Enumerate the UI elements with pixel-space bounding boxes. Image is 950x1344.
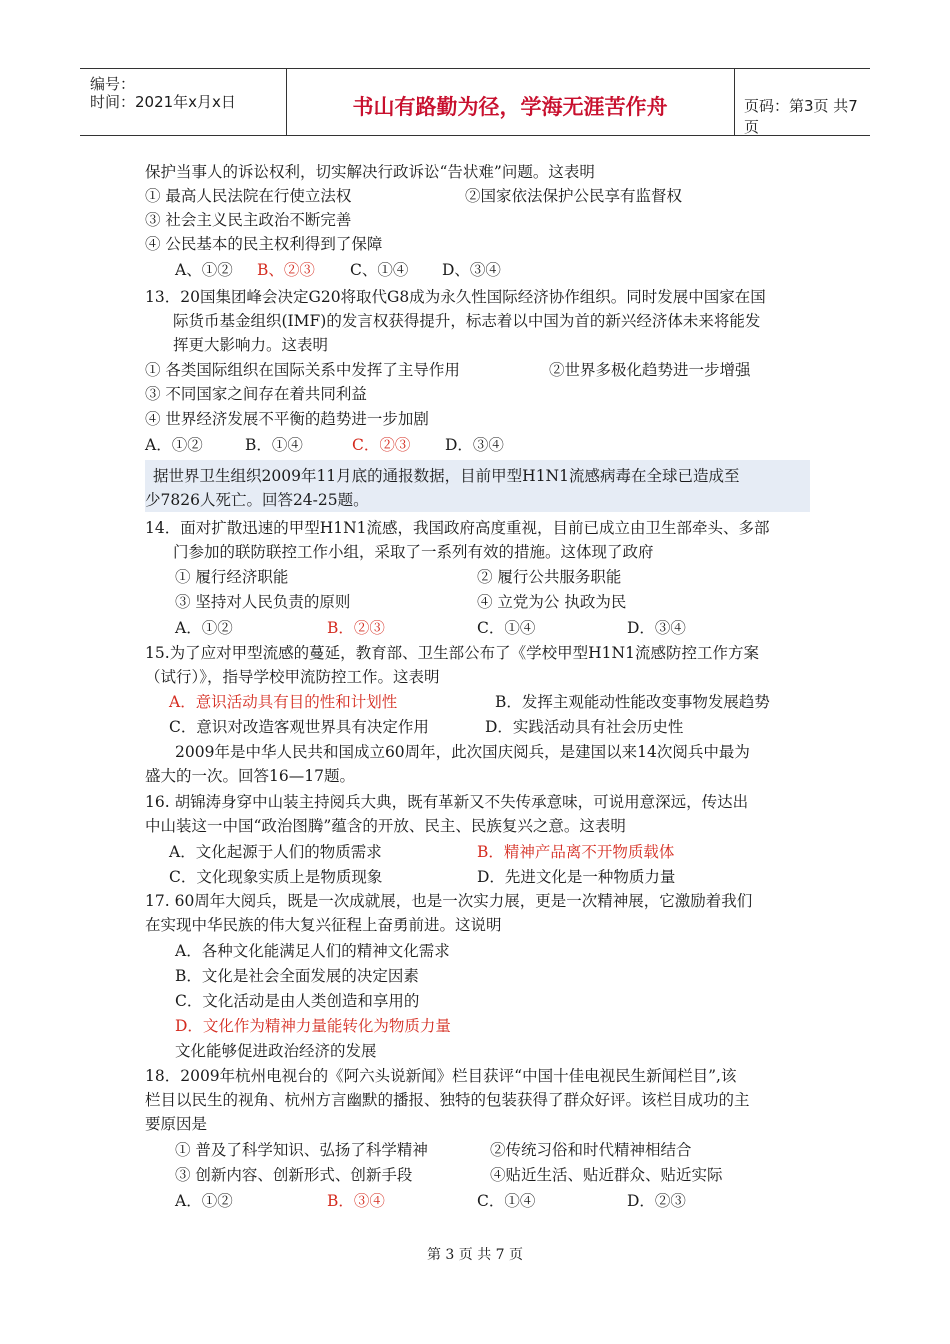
- page-info: 页码：第3页 共7页: [744, 97, 858, 136]
- answer-choice: D、③④: [442, 261, 501, 279]
- answer-choice: C．①④: [477, 1192, 536, 1210]
- q17-option-c: C．文化活动是由人类创造和享用的: [175, 992, 420, 1010]
- header-meta: [80, 69, 287, 135]
- q13-option-4: ④ 世界经济发展不平衡的趋势进一步加剧: [145, 410, 429, 428]
- q15-stem-1: 15.为了应对甲型流感的蔓延，教育部、卫生部公布了《学校甲型H1N1流感防控工作方案: [145, 644, 759, 662]
- q13-option-2: ②世界多极化趋势进一步增强: [549, 361, 751, 379]
- q18-stem-1: 18．2009年杭州电视台的《阿六头说新闻》栏目获评“中国十佳电视民生新闻栏目”,该: [145, 1067, 737, 1085]
- date-label: 时间：2021年x月x日: [90, 93, 236, 111]
- q18-option-3: ③ 创新内容、创新形式、创新手段: [175, 1166, 413, 1184]
- answer-choice: A．①②: [145, 436, 203, 454]
- q17-extra-line: 文化能够促进政治经济的发展: [175, 1042, 377, 1060]
- q14-stem-1: 14．面对扩散迅速的甲型H1N1流感，我国政府高度重视，目前已成立由卫生部牵头、多部: [145, 519, 770, 537]
- q15-stem-2: （试行）》，指导学校甲流防控工作。这表明: [145, 668, 440, 686]
- answer-choice: A．①②: [175, 1192, 233, 1210]
- q13-option-3: ③ 不同国家之间存在着共同利益: [145, 385, 367, 403]
- q13-stem-3: 挥更大影响力。这表明: [173, 336, 329, 354]
- answer-choice: B．①④: [245, 436, 303, 454]
- context-text-3: 2009年是中华人民共和国成立60周年，此次国庆阅兵，是建国以来14次阅兵中最为: [175, 743, 750, 761]
- answer-choice-correct: B．②③: [327, 619, 385, 637]
- number-label: 编号：: [90, 75, 136, 93]
- q15-option-c: C．意识对改造客观世界具有决定作用: [169, 718, 429, 736]
- q17-option-b: B．文化是社会全面发展的决定因素: [175, 967, 419, 985]
- q15-option-a-correct: A．意识活动具有目的性和计划性: [169, 693, 398, 711]
- q18-option-4: ④贴近生活、贴近群众、贴近实际: [490, 1166, 723, 1184]
- q17-option-a: A．各种文化能满足人们的精神文化需求: [175, 942, 450, 960]
- answer-choice: D．③④: [627, 619, 686, 637]
- q16-stem-1: 16. 胡锦涛身穿中山装主持阅兵大典，既有革新又不失传承意味，可说用意深远，传达出: [145, 793, 749, 811]
- q17-option-d-correct: D．文化作为精神力量能转化为物质力量: [175, 1017, 451, 1035]
- q12-option-1: ① 最高人民法院在行使立法权: [145, 187, 352, 205]
- q14-stem-2: 门参加的联防联控工作小组，采取了一系列有效的措施。这体现了政府: [173, 543, 654, 561]
- q16-stem-2: 中山装这一中国“政治图腾”蕴含的开放、民主、民族复兴之意。这表明: [145, 817, 626, 835]
- answer-choice-correct: B、②③: [257, 261, 315, 279]
- q18-option-1: ① 普及了科学知识、弘扬了科学精神: [175, 1141, 428, 1159]
- context-text-4: 盛大的一次。回答16—17题。: [145, 767, 355, 785]
- q17-stem-1: 17. 60周年大阅兵，既是一次成就展，也是一次实力展，更是一次精神展，它激励着我们: [145, 892, 753, 910]
- answer-choice: A．①②: [175, 619, 233, 637]
- q16-option-a: A．文化起源于人们的物质需求: [169, 843, 382, 861]
- q15-option-d: D．实践活动具有社会历史性: [485, 718, 684, 736]
- header-page-cell: [734, 69, 870, 135]
- q14-option-1: ① 履行经济职能: [175, 568, 289, 586]
- motto: 书山有路勤为径，学海无涯苦作舟: [352, 95, 668, 119]
- q12-stem-tail: 保护当事人的诉讼权利，切实解决行政诉讼“告状难”问题。这表明: [145, 163, 595, 181]
- q14-option-2: ② 履行公共服务职能: [477, 568, 622, 586]
- q16-option-c: C．文化现象实质上是物质现象: [169, 868, 383, 886]
- q13-stem-2: 际货币基金组织(IMF)的发言权获得提升，标志着以中国为首的新兴经济体未来将能发: [173, 312, 761, 330]
- answer-choice-correct: C．②③: [352, 436, 411, 454]
- q12-option-2: ②国家依法保护公民享有监督权: [465, 187, 683, 205]
- q13-option-1: ① 各类国际组织在国际关系中发挥了主导作用: [145, 361, 460, 379]
- answer-choice-correct: B．③④: [327, 1192, 385, 1210]
- answer-choice: A、①②: [175, 261, 233, 279]
- q18-stem-2: 栏目以民生的视角、杭州方言幽默的播报、独特的包装获得了群众好评。该栏目成功的主: [145, 1091, 750, 1109]
- context-text-2: 少7826人死亡。回答24-25题。: [145, 491, 369, 509]
- q13-stem-1: 13．20国集团峰会决定G20将取代G8成为永久性国际经济协作组织。同时发展中国家在国: [145, 288, 766, 306]
- q18-option-2: ②传统习俗和时代精神相结合: [490, 1141, 692, 1159]
- q14-option-3: ③ 坚持对人民负责的原则: [175, 593, 351, 611]
- q12-option-4: ④ 公民基本的民主权利得到了保障: [145, 235, 383, 253]
- answer-choice: C．①④: [477, 619, 536, 637]
- q18-stem-3: 要原因是: [145, 1115, 208, 1133]
- q15-option-b: B．发挥主观能动性能改变事物发展趋势: [495, 693, 770, 711]
- answer-choice: D．③④: [445, 436, 504, 454]
- page-header: [80, 68, 870, 136]
- answer-choice: C、①④: [350, 261, 409, 279]
- q16-option-b-correct: B．精神产品离不开物质载体: [477, 843, 675, 861]
- q12-option-3: ③ 社会主义民主政治不断完善: [145, 211, 352, 229]
- q17-stem-2: 在实现中华民族的伟大复兴征程上奋勇前进。这说明: [145, 916, 502, 934]
- answer-choice: D．②③: [627, 1192, 686, 1210]
- q14-option-4: ④ 立党为公 执政为民: [477, 593, 627, 611]
- q16-option-d: D．先进文化是一种物质力量: [477, 868, 676, 886]
- page-footer: 第 3 页 共 7 页: [426, 1247, 524, 1263]
- header-motto-cell: [286, 69, 735, 135]
- context-text-1: 据世界卫生组织2009年11月底的通报数据，目前甲型H1N1流感病毒在全球已造成至: [153, 467, 740, 485]
